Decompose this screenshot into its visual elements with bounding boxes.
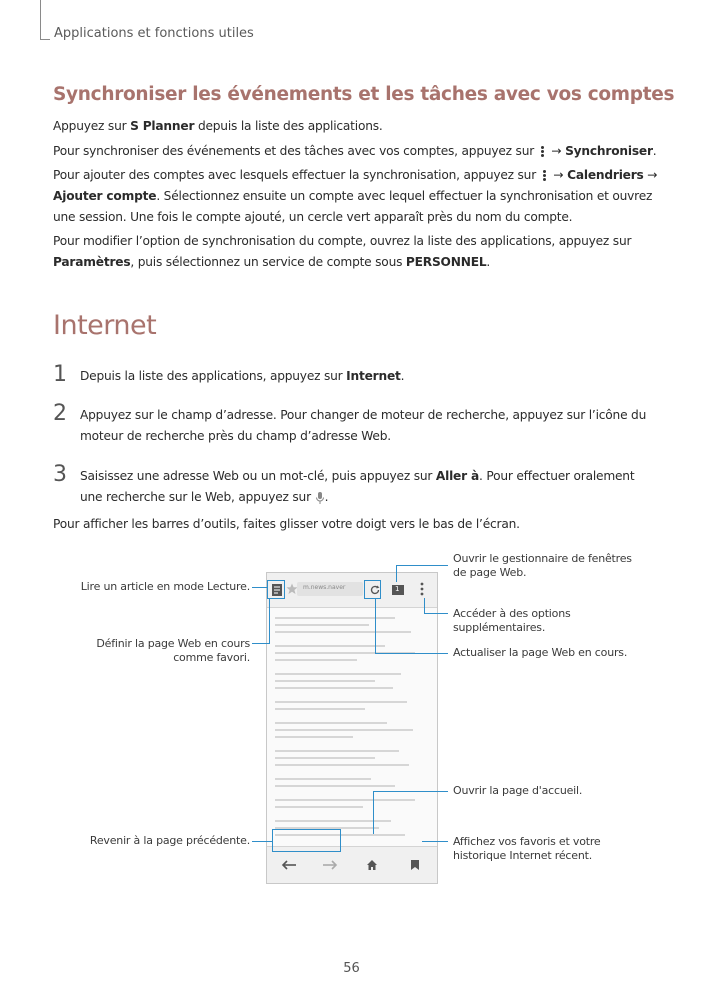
callout-home: Ouvrir la page d'accueil. bbox=[453, 784, 583, 797]
step-number-3: 3 bbox=[53, 462, 67, 487]
refresh-highlight bbox=[364, 580, 381, 599]
step-number-1: 1 bbox=[53, 362, 67, 387]
step-text-2: Appuyez sur le champ d’adresse. Pour changer de moteur de recherche, appuyez sur l’icône du moteur de recherche près du champ d’adresse Web. bbox=[80, 408, 647, 443]
options-leader-h bbox=[424, 613, 448, 614]
callout-favorite: Définir la page Web en cours comme favori. bbox=[96, 637, 250, 664]
sync-paragraph-2: Pour synchroniser des événements et des tâches avec vos comptes, appuyez sur → Synchroniser. bbox=[53, 144, 657, 158]
favorite-leader-h bbox=[252, 643, 269, 644]
callout-reader: Lire un article en mode Lecture. bbox=[80, 580, 250, 593]
microphone-icon bbox=[315, 491, 325, 505]
home-leader-h bbox=[373, 791, 448, 792]
window-count: 1 bbox=[395, 585, 400, 593]
navigation-highlight bbox=[272, 829, 341, 852]
corner-line-horizontal bbox=[40, 39, 50, 40]
home-icon[interactable] bbox=[366, 859, 378, 871]
reader-highlight bbox=[267, 580, 285, 599]
corner-line-vertical bbox=[40, 0, 41, 40]
callout-refresh: Actualiser la page Web en cours. bbox=[453, 646, 628, 659]
windows-leader-v bbox=[396, 565, 397, 582]
forward-arrow-icon[interactable] bbox=[322, 860, 338, 870]
sync-section-heading: Synchroniser les événements et les tâches avec vos comptes bbox=[53, 84, 675, 105]
callout-options: Accéder à des options supplémentaires. bbox=[453, 607, 571, 634]
back-leader bbox=[252, 841, 272, 842]
more-options-icon bbox=[541, 145, 545, 158]
browser-top-toolbar bbox=[267, 573, 437, 608]
callout-bookmarks: Affichez vos favoris et votre historique Internet récent. bbox=[453, 835, 601, 862]
toolbar-tip: Pour afficher les barres d’outils, faites glisser votre doigt vers le bas de l’écran. bbox=[53, 517, 520, 531]
internet-heading: Internet bbox=[53, 310, 157, 341]
address-field[interactable] bbox=[297, 582, 363, 596]
callout-back: Revenir à la page précédente. bbox=[89, 834, 250, 847]
step-number-2: 2 bbox=[53, 401, 67, 426]
favorite-leader-v bbox=[269, 598, 270, 644]
running-header: Applications et fonctions utiles bbox=[54, 26, 254, 41]
sync-paragraph-3: Pour ajouter des comptes avec lesquels effectuer la synchronisation, appuyez sur → Calendriers → Ajouter compte. Sélectionnez ensuite un compte avec lequel effectuer la synchronisation et ouvrez une session. Une fois le compte ajouté, un cercle vert apparaît près du nom du compte. bbox=[53, 168, 658, 224]
reader-leader bbox=[252, 587, 267, 588]
back-arrow-icon[interactable] bbox=[281, 860, 297, 870]
page-number: 56 bbox=[343, 961, 360, 976]
bookmark-icon[interactable] bbox=[410, 859, 420, 871]
home-leader-v bbox=[373, 791, 374, 834]
options-leader-v bbox=[424, 598, 425, 614]
callout-windows: Ouvrir le gestionnaire de fenêtres de page Web. bbox=[453, 552, 632, 579]
refresh-leader-v bbox=[375, 599, 376, 654]
more-options-icon bbox=[543, 169, 547, 182]
bookmarks-leader bbox=[422, 841, 448, 842]
windows-leader-h bbox=[396, 565, 448, 566]
more-options-icon[interactable] bbox=[420, 582, 424, 596]
refresh-leader-h bbox=[375, 653, 448, 654]
sync-paragraph-4: Pour modifier l’option de synchronisation du compte, ouvrez la liste des applications, appuyez sur Paramètres, puis sélectionnez un service de compte sous PERSONNEL. bbox=[53, 234, 632, 269]
step-text-3: Saisissez une adresse Web ou un mot-clé, puis appuyez sur Aller à. Pour effectuer oralement une recherche sur le Web, appuyez sur . bbox=[80, 469, 635, 504]
address-field-text: m.news.naver bbox=[303, 584, 346, 591]
windows-manager-icon[interactable] bbox=[392, 585, 404, 595]
sync-paragraph-1: Appuyez sur S Planner depuis la liste des applications. bbox=[53, 119, 383, 133]
step-text-1: Depuis la liste des applications, appuyez sur Internet. bbox=[80, 369, 405, 383]
